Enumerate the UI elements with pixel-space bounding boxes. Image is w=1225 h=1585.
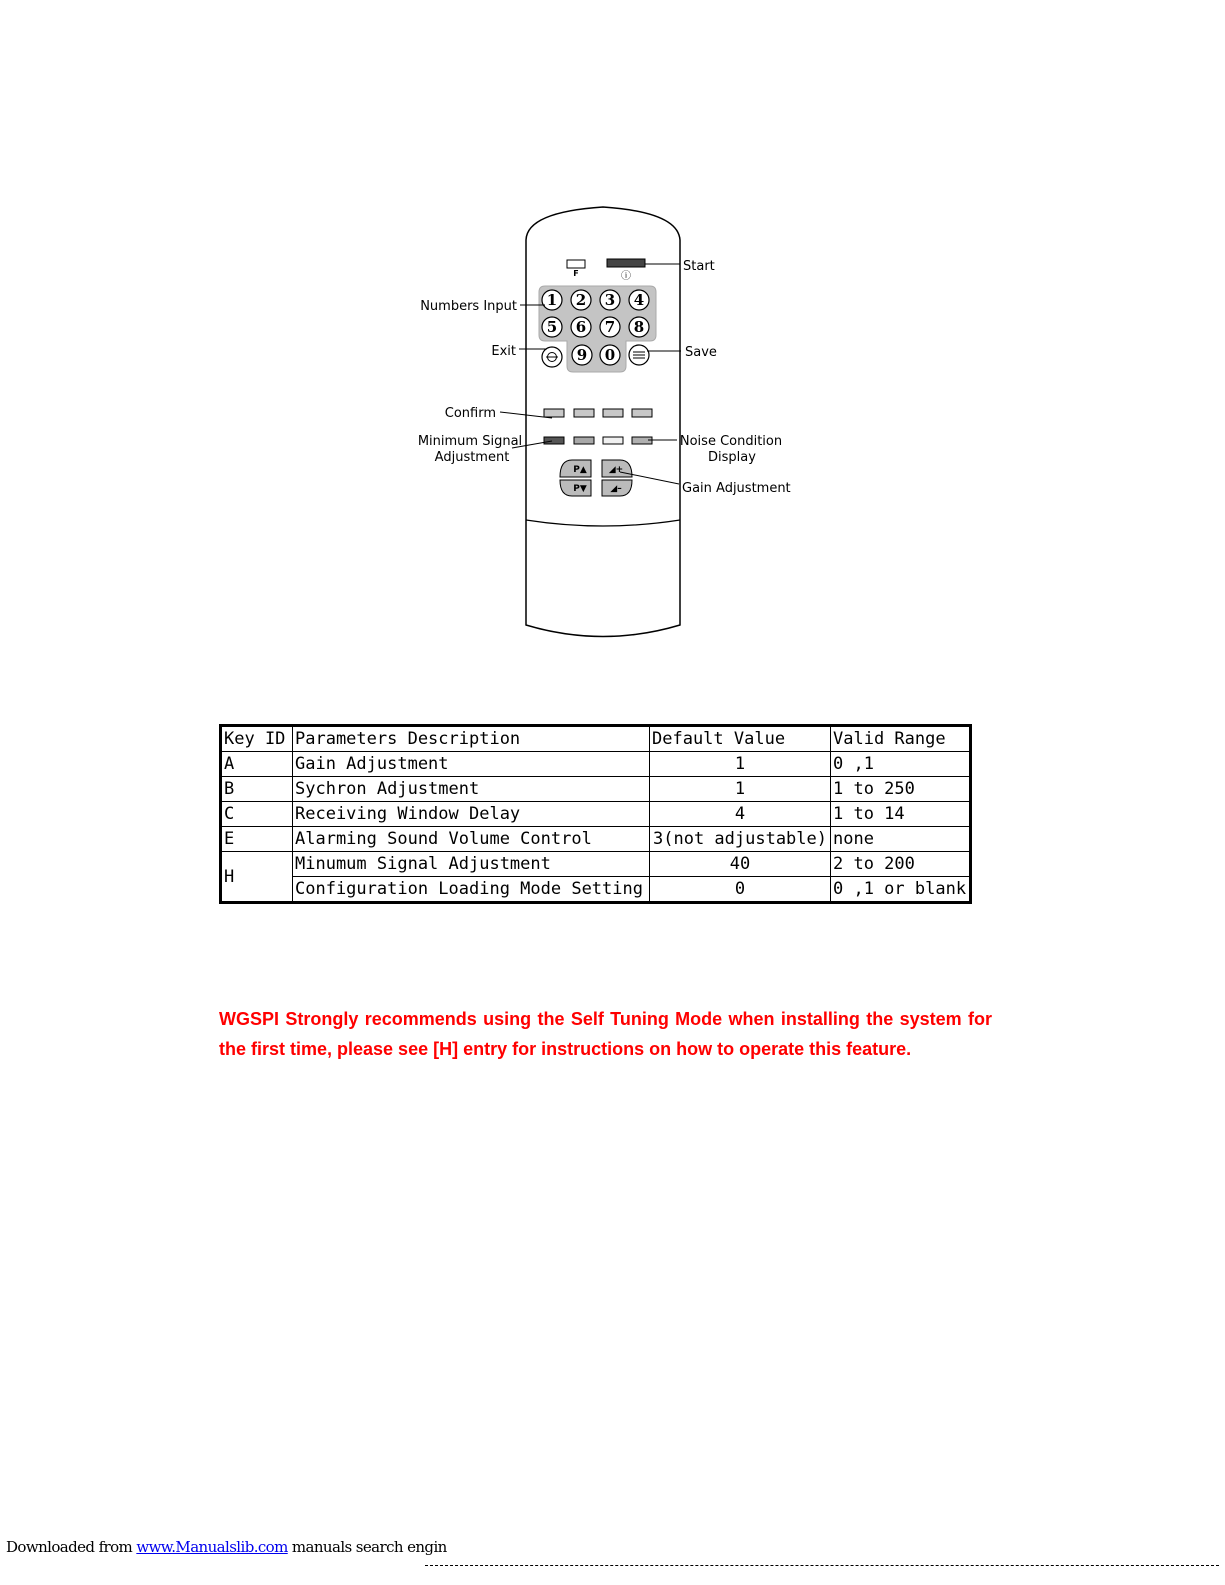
- key-8-label: 8: [633, 318, 645, 336]
- cell-key: H: [221, 852, 293, 903]
- download-footer: [6, 1538, 447, 1556]
- numbers-input-label: Numbers Input: [420, 299, 517, 314]
- cell-key: E: [221, 827, 293, 852]
- table-row: [221, 752, 971, 777]
- confirm-label: Confirm: [444, 406, 496, 421]
- vol-down-label: ◢–: [610, 484, 622, 494]
- key-5-label: 5: [546, 318, 558, 336]
- start-label: Start: [683, 259, 715, 274]
- cell-description: Minumum Signal Adjustment: [293, 852, 650, 877]
- key-4-label: 4: [633, 291, 645, 309]
- cell-key: B: [221, 777, 293, 802]
- header-valid-range: Valid Range: [831, 726, 971, 752]
- footer-dashed-rule: [425, 1565, 1219, 1566]
- header-key-id: Key ID: [221, 726, 293, 752]
- recommendation-note: WGSPI Strongly recommends using the Self Tuning Mode when installing the system for the first time, please see [H] entry for instructions on how to operate this feature.: [219, 1009, 992, 1059]
- f-button-mark: F: [573, 269, 579, 278]
- table-header-row: [221, 726, 971, 752]
- cell-range: 0 ,1 or blank: [831, 877, 971, 903]
- cell-range: 0 ,1: [831, 752, 971, 777]
- remote-body: [526, 207, 680, 637]
- cell-range: 1 to 250: [831, 777, 971, 802]
- rect-button-3[interactable]: [603, 409, 623, 417]
- cell-range: 2 to 200: [831, 852, 971, 877]
- key-6-label: 6: [575, 318, 587, 336]
- power-icon: ⓘ: [621, 271, 631, 282]
- key-9-label: 9: [576, 346, 588, 364]
- cell-description: Gain Adjustment: [293, 752, 650, 777]
- remote-control-diagram: [0, 0, 1225, 700]
- header-default-value: Default Value: [650, 726, 831, 752]
- start-button[interactable]: [607, 259, 645, 267]
- key-0-label: 0: [604, 346, 616, 364]
- cell-key: C: [221, 802, 293, 827]
- cell-range: 1 to 14: [831, 802, 971, 827]
- vol-up-label: ◢+: [608, 465, 624, 475]
- cell-range: none: [831, 827, 971, 852]
- cell-description: Configuration Loading Mode Setting: [293, 877, 650, 903]
- cell-description: Alarming Sound Volume Control: [293, 827, 650, 852]
- noise-condition-label-line2: Display: [708, 450, 756, 465]
- rect-button-4[interactable]: [632, 409, 652, 417]
- table-row: [221, 777, 971, 802]
- manualslib-link[interactable]: www.Manualslib.com: [136, 1538, 288, 1556]
- table-row: [221, 877, 971, 903]
- cell-default: 40: [650, 852, 831, 877]
- header-description: Parameters Description: [293, 726, 650, 752]
- noise-condition-label-line1: Noise Condition: [679, 434, 783, 449]
- confirm-button[interactable]: [544, 409, 564, 417]
- cell-description: Receiving Window Delay: [293, 802, 650, 827]
- rect-button-6[interactable]: [574, 437, 594, 444]
- rect-button-2[interactable]: [574, 409, 594, 417]
- minimum-signal-button[interactable]: [544, 437, 564, 444]
- key-7-label: 7: [604, 318, 616, 336]
- f-button[interactable]: [567, 260, 585, 268]
- footer-suffix: manuals search engin: [287, 1538, 447, 1556]
- key-2-label: 2: [575, 291, 587, 309]
- cell-default: 0: [650, 877, 831, 903]
- save-label: Save: [685, 345, 717, 360]
- cell-default: 3(not adjustable): [650, 827, 831, 852]
- p-down-label: P▼: [573, 484, 587, 494]
- key-1-label: 1: [546, 291, 558, 309]
- cell-default: 1: [650, 777, 831, 802]
- cell-description: Sychron Adjustment: [293, 777, 650, 802]
- cell-default: 4: [650, 802, 831, 827]
- rect-button-7[interactable]: [603, 437, 623, 444]
- parameters-table: [219, 724, 972, 904]
- p-up-label: P▲: [573, 465, 587, 475]
- minimum-signal-label-line1: Minimum Signal: [417, 434, 523, 449]
- cell-key: A: [221, 752, 293, 777]
- table-row: [221, 852, 971, 877]
- table-row: [221, 827, 971, 852]
- cell-default: 1: [650, 752, 831, 777]
- gain-adjustment-label: Gain Adjustment: [682, 481, 791, 496]
- key-3-label: 3: [604, 291, 616, 309]
- footer-prefix: Downloaded from: [6, 1538, 137, 1556]
- exit-label: Exit: [491, 344, 516, 359]
- table-row: [221, 802, 971, 827]
- minimum-signal-label-line2: Adjustment: [434, 450, 510, 465]
